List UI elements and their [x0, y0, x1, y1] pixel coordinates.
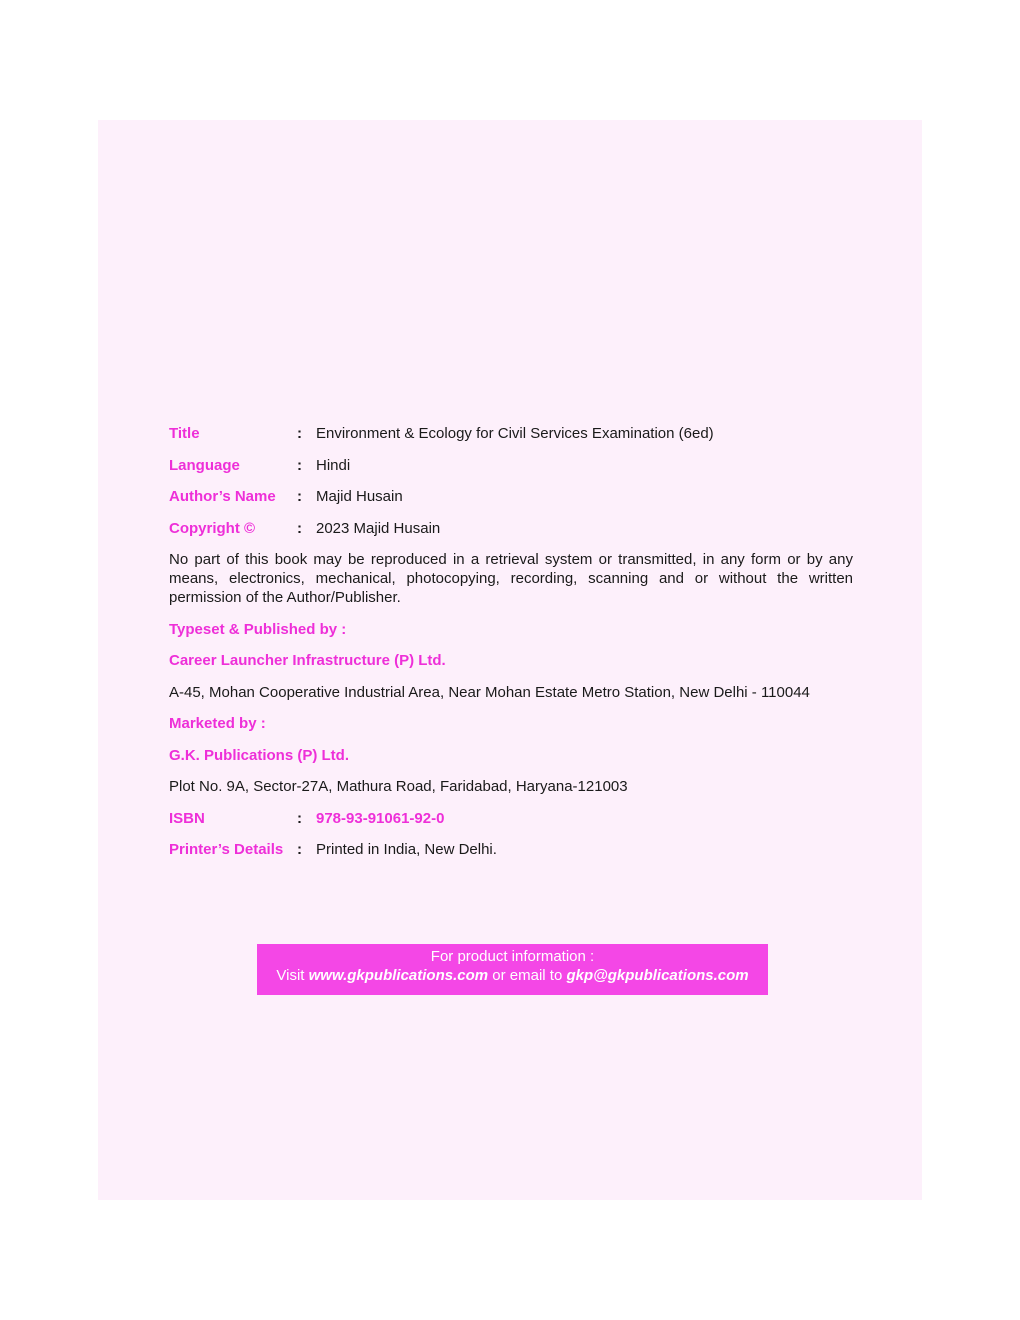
website-link[interactable]: www.gkpublications.com	[308, 967, 489, 984]
copyright-row	[169, 519, 853, 538]
separator: :	[297, 809, 302, 827]
marketer-name: G.K. Publications (P) Ltd.	[169, 746, 349, 764]
publisher-heading: Typeset & Published by :	[169, 620, 347, 638]
copyright-value: 2023 Majid Husain	[316, 519, 441, 537]
separator: :	[297, 841, 302, 858]
isbn-row	[169, 809, 853, 828]
author-value: Majid Husain	[316, 488, 403, 505]
language-label: Language	[169, 456, 240, 474]
copyright-label: Copyright ©	[169, 519, 256, 537]
title-label: Title	[169, 425, 200, 442]
separator: :	[297, 519, 302, 537]
printer-label: Printer’s Details	[169, 841, 284, 858]
marketer-address: Plot No. 9A, Sector-27A, Mathura Road, Faridabad, Haryana-121003	[169, 778, 628, 795]
language-value: Hindi	[316, 456, 351, 474]
book-details	[169, 424, 853, 872]
publisher-name: Career Launcher Infrastructure (P) Ltd.	[169, 652, 446, 669]
separator: :	[297, 456, 302, 474]
email-prefix: or email to	[492, 967, 563, 984]
separator: :	[297, 488, 302, 505]
title-value: Environment & Ecology for Civil Services Examination (6ed)	[316, 425, 714, 442]
visit-prefix: Visit	[276, 967, 305, 984]
title-row	[169, 424, 853, 443]
author-row	[169, 487, 853, 506]
isbn-value: 978-93-91061-92-0	[316, 809, 445, 827]
email-link[interactable]: gkp@gkpublications.com	[566, 967, 749, 984]
isbn-label: ISBN	[169, 809, 205, 827]
product-info-heading: For product information :	[430, 948, 595, 965]
author-label: Author’s Name	[169, 488, 276, 505]
language-row	[169, 456, 853, 475]
product-info-contact	[257, 966, 768, 985]
printer-row	[169, 840, 853, 859]
copyright-notice: No part of this book may be reproduced in a retrieval system or transmitted, in any form or by any means, electronics, mechanical, photocopying, recording, scanning and or without the written permission of the Author/Publisher.	[169, 551, 853, 606]
marketer-heading: Marketed by :	[169, 715, 266, 732]
separator: :	[297, 425, 302, 442]
product-info-box	[257, 944, 768, 995]
publisher-address: A-45, Mohan Cooperative Industrial Area, Near Mohan Estate Metro Station, New Delhi - 110044	[169, 683, 810, 701]
printer-value: Printed in India, New Delhi.	[316, 841, 497, 858]
